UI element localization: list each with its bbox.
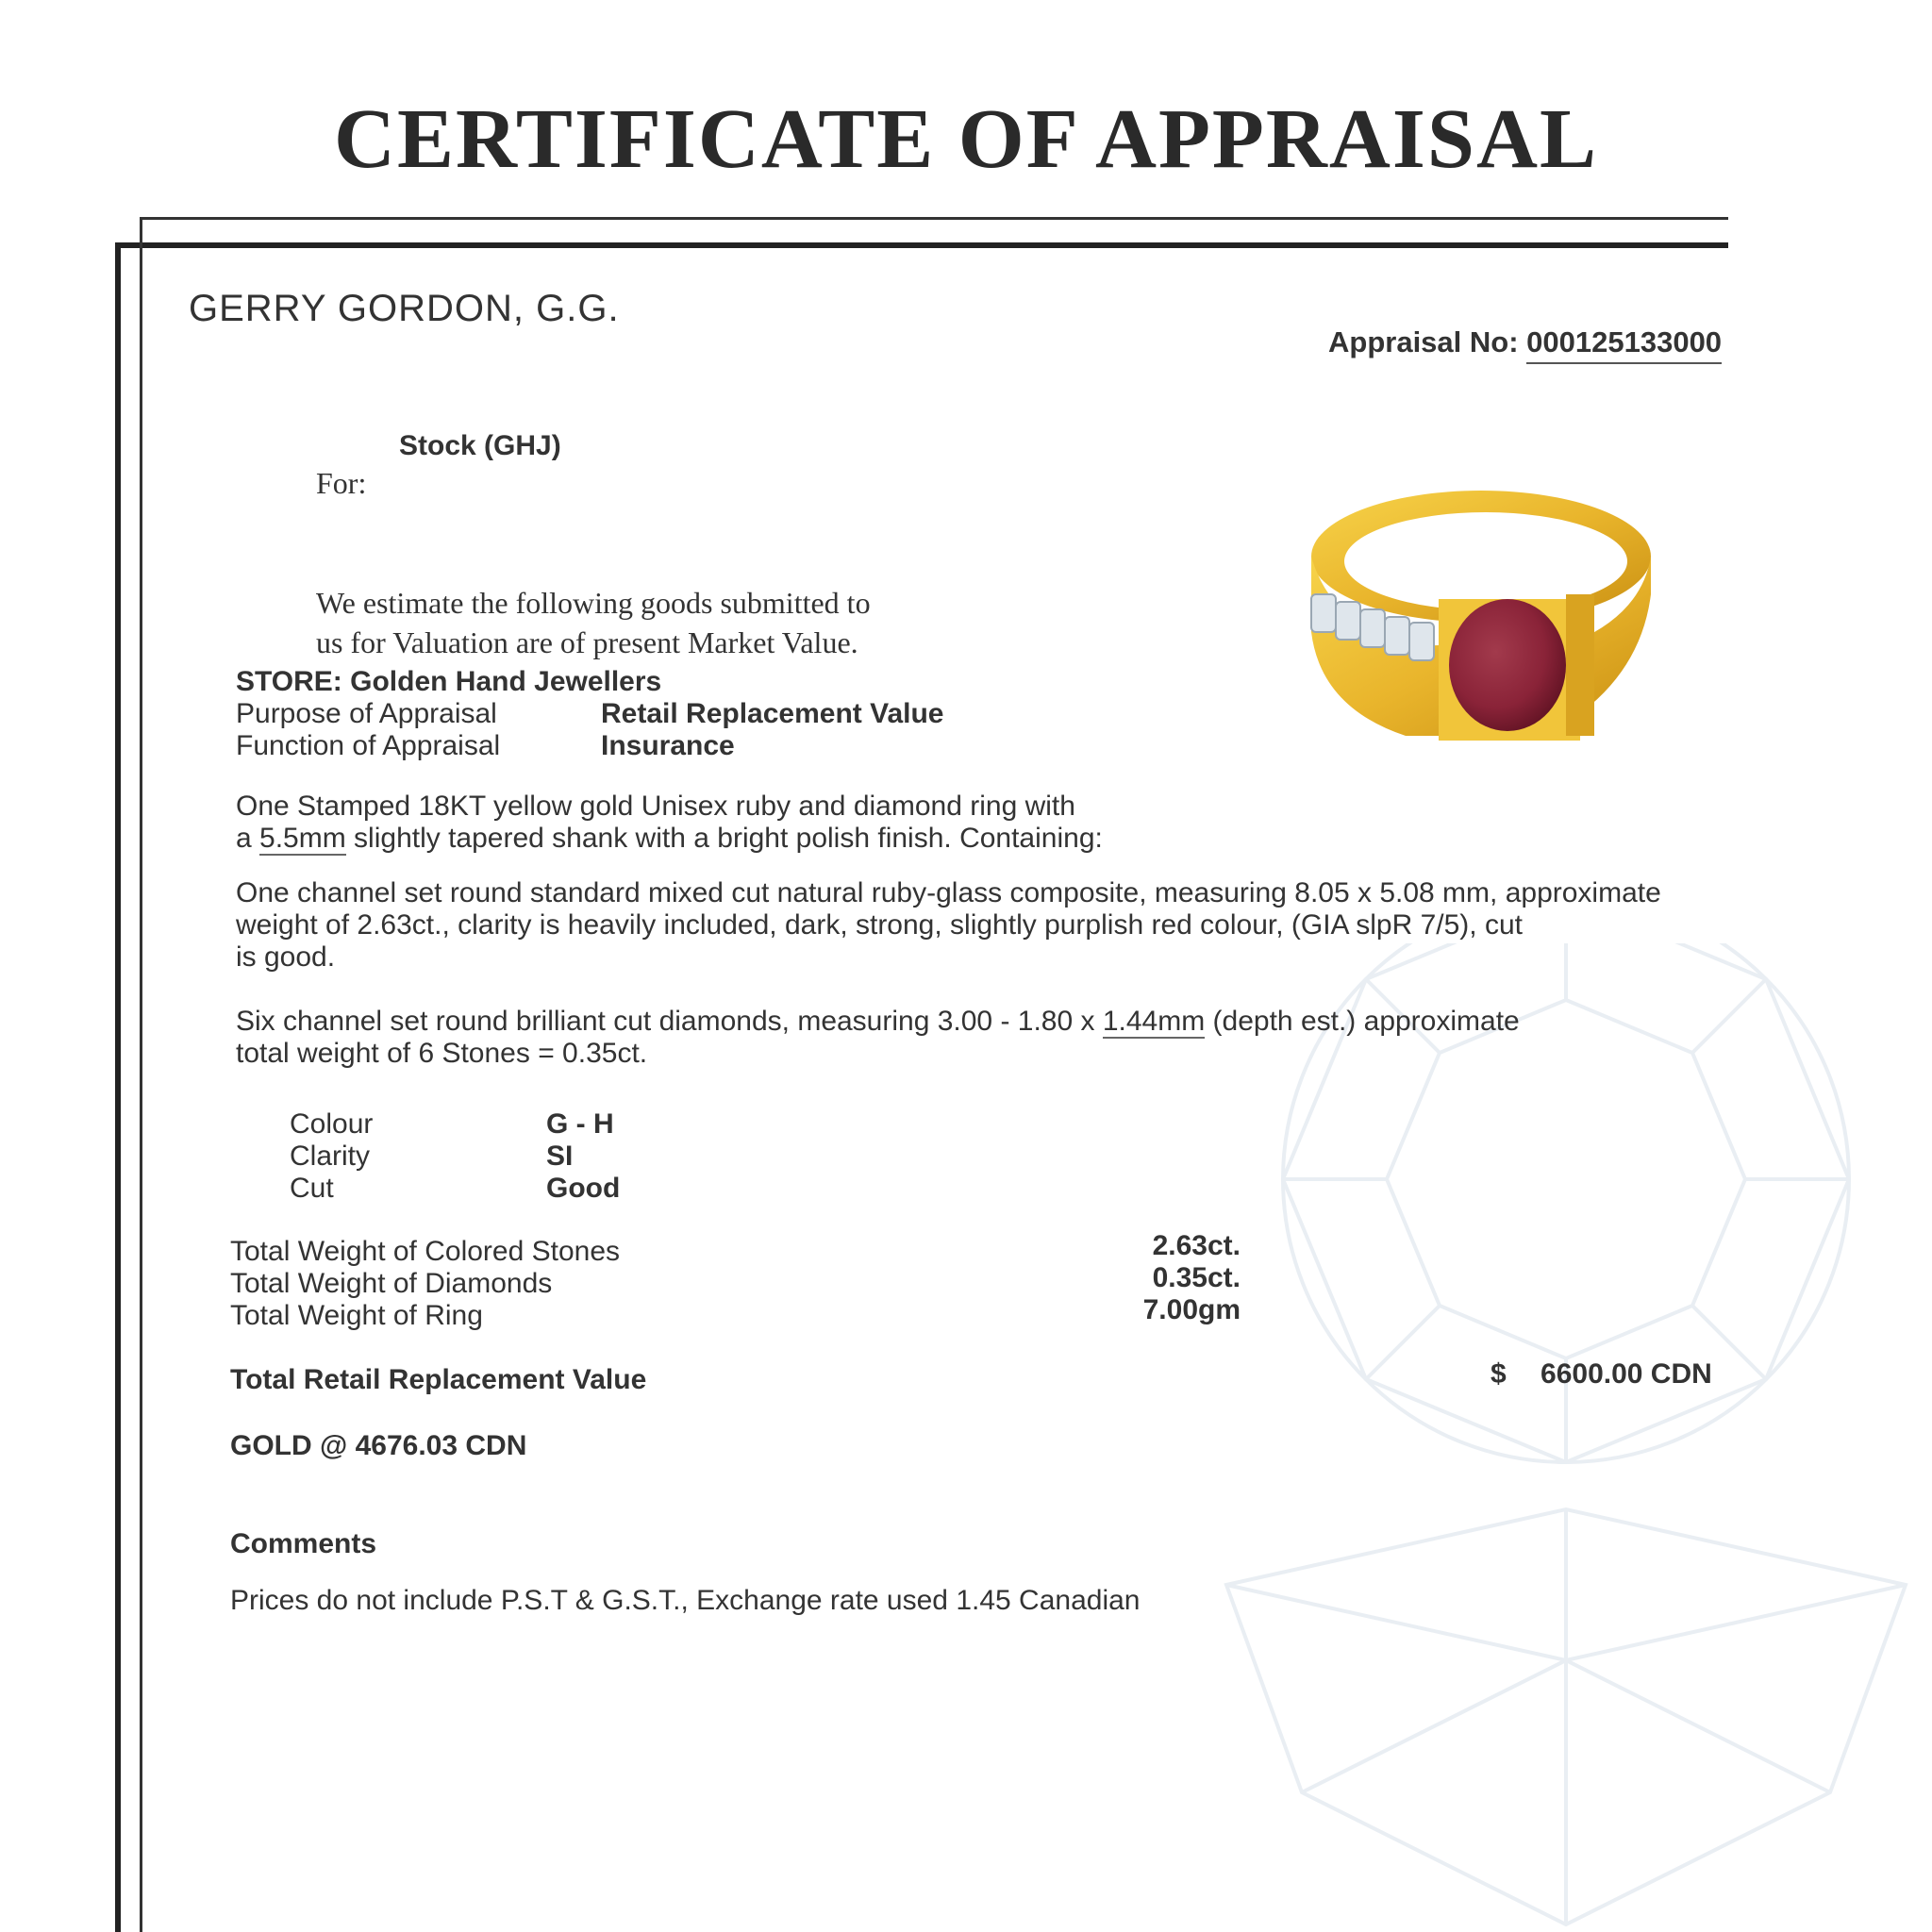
grade-label: Clarity [290, 1141, 371, 1172]
diamond-description-line-2: total weight of 6 Stones = 0.35ct. [236, 1038, 648, 1069]
for-label: For: [316, 466, 367, 500]
function-value: Insurance [601, 730, 735, 761]
grade-value: Good [546, 1173, 621, 1204]
comments-text: Prices do not include P.S.T & G.S.T., Exchange rate used 1.45 Canadian [230, 1585, 1141, 1616]
comments-heading: Comments [230, 1528, 377, 1559]
function-label: Function of Appraisal [236, 730, 501, 761]
ruby-description-line-2: weight of 2.63ct., clarity is heavily included, dark, strong, slightly purplish red colour, (GIA slpR 7/5), cut [236, 909, 1523, 941]
intro-line-1: We estimate the following goods submitted to [316, 586, 871, 620]
ring-description-line-2: a 5.5mm slightly tapered shank with a bright polish finish. Containing: [236, 823, 1103, 854]
purpose-row [236, 698, 944, 730]
intro-statement [316, 583, 871, 662]
appraisal-number [1328, 325, 1722, 359]
grade-value: G - H [546, 1108, 614, 1140]
purpose-value: Retail Replacement Value [601, 698, 944, 729]
customer-name: Stock (GHJ) [399, 430, 561, 461]
gold-price: GOLD @ 4676.03 CDN [230, 1430, 527, 1461]
total-weight-colored-value: 2.63ct. [1152, 1230, 1241, 1261]
total-weight-colored-label: Total Weight of Colored Stones [230, 1236, 621, 1267]
total-weight-diamonds-value: 0.35ct. [1152, 1262, 1241, 1293]
border-rule-main [115, 242, 1728, 248]
appraiser-name: GERRY GORDON, G.G. [189, 288, 620, 329]
ruby-description-line-1: One channel set round standard mixed cut natural ruby-glass composite, measuring 8.05 x 5.08 mm, approximate [236, 877, 1661, 908]
grade-row-cut [290, 1173, 621, 1205]
appraisal-number-label: Appraisal No: [1328, 325, 1519, 358]
ruby-description-line-3: is good. [236, 941, 336, 973]
total-value [1491, 1358, 1712, 1391]
diamond-description-line-1: Six channel set round brilliant cut diamonds, measuring 3.00 - 1.80 x 1.44mm (depth est.) approximate [236, 1006, 1520, 1037]
ring-description-line-1: One Stamped 18KT yellow gold Unisex ruby and diamond ring with [236, 791, 1075, 822]
intro-line-2: us for Valuation are of present Market Value. [316, 625, 858, 659]
function-row [236, 730, 735, 762]
ring-description [236, 791, 1103, 855]
store-name: STORE: Golden Hand Jewellers [236, 666, 662, 697]
certificate-title: CERTIFICATE OF APPRAISAL [334, 92, 1598, 186]
border-rule-top [142, 217, 1728, 220]
ring-photo-icon [1292, 481, 1670, 764]
border-rule-left [115, 242, 121, 1932]
total-weight-ring-value: 7.00gm [1142, 1294, 1241, 1325]
total-value-label: Total Retail Replacement Value [230, 1364, 647, 1395]
total-weight-diamonds-label: Total Weight of Diamonds [230, 1268, 553, 1299]
purpose-label: Purpose of Appraisal [236, 698, 497, 729]
grade-label: Colour [290, 1108, 374, 1140]
appraisal-number-value: 000125133000 [1526, 325, 1722, 364]
ruby-description [236, 877, 1661, 974]
border-rule-left-inner [140, 217, 142, 1932]
grade-row-colour [290, 1108, 614, 1141]
grade-value: SI [546, 1141, 574, 1172]
total-value-amount: 6600.00 CDN [1541, 1358, 1712, 1390]
grade-row-clarity [290, 1141, 574, 1173]
total-weight-ring-label: Total Weight of Ring [230, 1300, 483, 1331]
grade-label: Cut [290, 1173, 334, 1204]
currency-symbol: $ [1491, 1358, 1507, 1390]
diamond-description [236, 1006, 1520, 1070]
diamond-watermark-icon [1075, 943, 1924, 1932]
